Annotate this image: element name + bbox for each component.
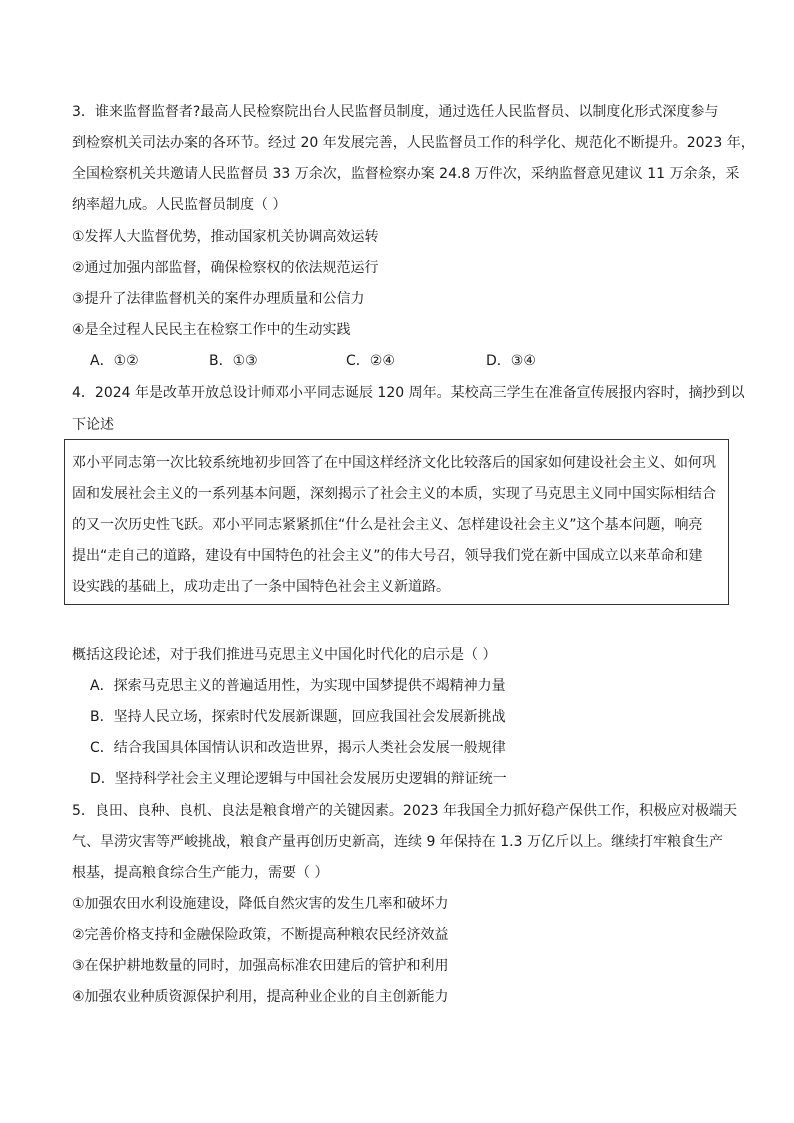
q5-statement-4: ④加强农业种质资源保护利用，提高种业企业的自主创新能力 — [72, 989, 449, 1005]
q3-choice-c[interactable]: C．②④ — [346, 353, 395, 369]
q3-statement-3: ③提升了法律监督机关的案件办理质量和公信力 — [72, 291, 365, 307]
q5-stem-line-2: 气、旱涝灾害等严峻挑战，粮食产量再创历史新高，连续 9 年保持在 1.3 万亿斤以上。继续打牢粮食生产 — [72, 834, 723, 850]
q3-stem-line-4: 纳率超九成。人民监督员制度（ ） — [72, 197, 287, 213]
q4-stem-line-2: 下论述 — [72, 417, 114, 433]
q4-prompt: 概括这段论述，对于我们推进马克思主义中国化时代化的启示是（ ） — [72, 647, 497, 663]
q3-choice-d[interactable]: D．③④ — [486, 353, 536, 369]
q3-statement-2: ②通过加强内部监督，确保检察权的依法规范运行 — [72, 260, 379, 276]
q5-stem-line-1: 5．良田、良种、良机、良法是粮食增产的关键因素。2023 年我国全力抓好稳产保供工作，积极应对极端天 — [72, 803, 737, 819]
q4-stem-line-1: 4．2024 年是改革开放总设计师邓小平同志诞辰 120 周年。某校高三学生在准备宣传展报内容时，摘抄到以 — [72, 385, 745, 401]
q5-statement-1: ①加强农田水利设施建设，降低自然灾害的发生几率和破坏力 — [72, 896, 449, 912]
q5-stem-line-3: 根基，提高粮食综合生产能力，需要（ ） — [72, 865, 329, 881]
q3-choices — [90, 352, 690, 372]
q5-statement-3: ③在保护耕地数量的同时，加强高标准农田建后的管护和利用 — [72, 958, 449, 974]
q4-option-b[interactable]: B．坚持人民立场，探索时代发展新课题，回应我国社会发展新挑战 — [90, 709, 506, 725]
q4-option-a[interactable]: A．探索马克思主义的普遍适用性，为实现中国梦提供不竭精神力量 — [90, 678, 506, 694]
quote-line-4: 提出“走自己的道路，建设有中国特色的社会主义”的伟大号召，领导我们党在新中国成立以来革命和建 — [72, 548, 703, 564]
q3-statement-1: ①发挥人大监督优势，推动国家机关协调高效运转 — [72, 229, 379, 245]
q3-choice-b[interactable]: B．①③ — [209, 353, 258, 369]
q5-statement-2: ②完善价格支持和金融保险政策，不断提高种粮农民经济效益 — [72, 927, 449, 943]
q3-stem-line-3: 全国检察机关共邀请人民监督员 33 万余次，监督检察办案 24.8 万件次，采纳监督意见建议 11 万余条，采 — [72, 166, 740, 182]
quote-line-2: 固和发展社会主义的一系列基本问题，深刻揭示了社会主义的本质，实现了马克思主义同中国实际相结合 — [72, 486, 716, 502]
q3-stem-line-2: 到检察机关司法办案的各环节。经过 20 年发展完善，人民监督员工作的科学化、规范化不断提升。2023 年， — [72, 135, 755, 151]
quote-line-1: 邓小平同志第一次比较系统地初步回答了在中国这样经济文化比较落后的国家如何建设社会主义、如何巩 — [72, 455, 716, 471]
quote-line-3: 的又一次历史性飞跃。邓小平同志紧紧抓住“什么是社会主义、怎样建设社会主义”这个基本问题，响亮 — [72, 517, 703, 533]
q3-stem-line-1: 3．谁来监督监督者?最高人民检察院出台人民监督员制度，通过选任人民监督员、以制度化形式深度参与 — [72, 104, 719, 120]
q4-option-d[interactable]: D．坚持科学社会主义理论逻辑与中国社会发展历史逻辑的辩证统一 — [90, 771, 507, 787]
q3-choice-a[interactable]: A．①② — [90, 353, 139, 369]
q4-option-c[interactable]: C．结合我国具体国情认识和改造世界，揭示人类社会发展一般规律 — [90, 740, 506, 756]
q3-statement-4: ④是全过程人民民主在检察工作中的生动实践 — [72, 322, 351, 338]
quote-line-5: 设实践的基础上，成功走出了一条中国特色社会主义新道路。 — [72, 579, 450, 595]
